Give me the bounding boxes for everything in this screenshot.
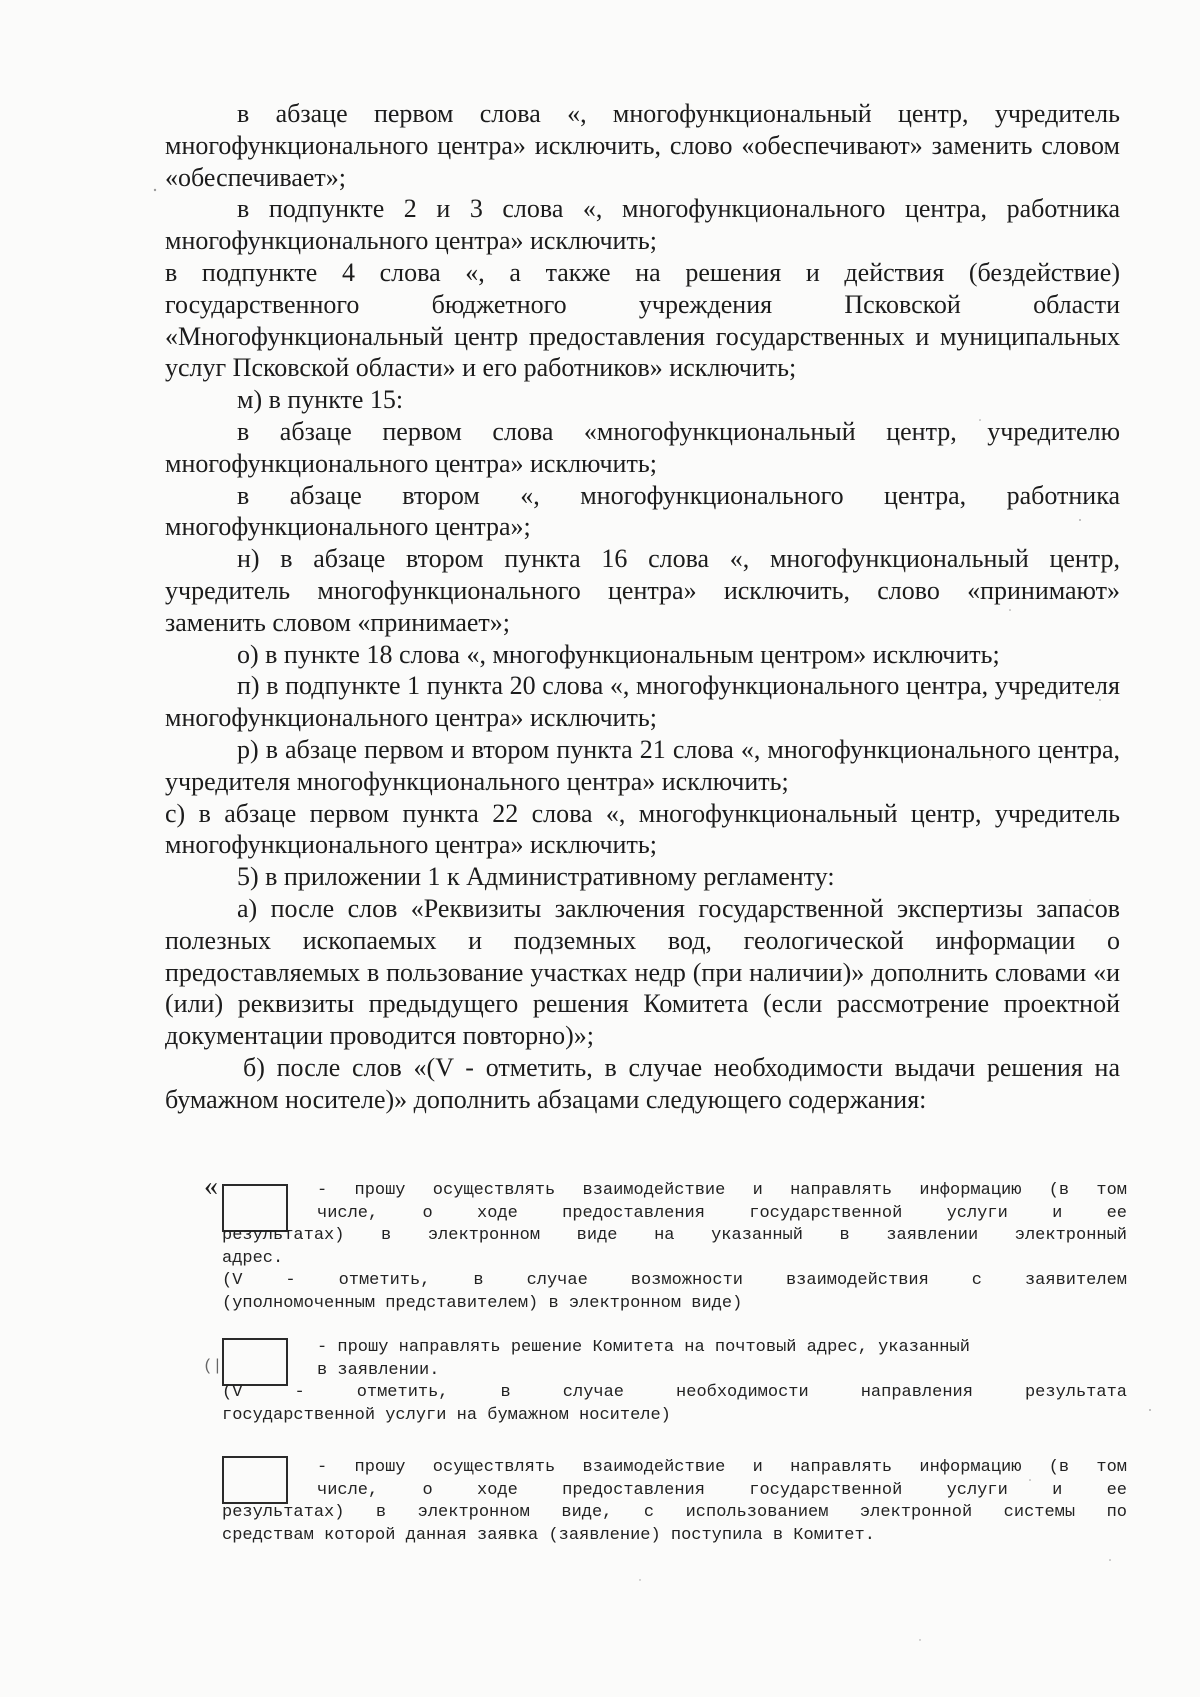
paragraph: в абзаце первом слова «, многофункциональный центр, учредитель многофункционального центра» исключить, слово «обеспечивают» заменить словом «обеспечивает»; [165,99,1120,192]
option-text: - прошу осуществлять взаимодействие и направлять информацию (в том [317,1181,1127,1200]
option-text: в заявлении. [317,1360,440,1380]
option-note: (уполномоченным представителем) в электронном виде) [222,1293,743,1313]
paragraph: а) после слов «Реквизиты заключения государственной экспертизы запасов полезных ископаемых и подземных вод, геологической информации о предоставляемых в пользование участках недр (при наличии)» дополнить словами «и (или) реквизиты предыдущего решения Комитета (если рассмотрение проектной документации проводится повторно)»; [165,893,1120,1051]
option-note: (V - отметить, в случае необходимости направления результата [222,1383,1127,1402]
option-postal-address [222,1337,1127,1427]
paragraph: в абзаце втором «, многофункционального центра, работника многофункционального центра»; [165,480,1120,542]
open-quote: « [204,1171,218,1202]
body-text [165,98,1120,1116]
paragraph: о) в пункте 18 слова «, многофункциональным центром» исключить; [237,639,1000,669]
paragraph: р) в абзаце первом и втором пункта 21 слова «, многофункционального центра, учредителя многофункционального центра» исключить; [165,734,1120,796]
paragraph: н) в абзаце втором пункта 16 слова «, многофункциональный центр, учредитель многофункционального центра» исключить, слово «принимают» заменить словом «принимает»; [165,544,1120,637]
paragraph: в подпункте 4 слова «, а также на решения и действия (бездействие) государственного бюджетного учреждения Псковской области «Многофункциональный центр предоставления государственных и муниципальных услуг Псковской области» и его работников» исключить; [165,257,1120,383]
option-text: - прошу осуществлять взаимодействие и направлять информацию (в том [317,1458,1127,1477]
handwritten-mark: (| [203,1357,223,1375]
paragraph: с) в абзаце первом пункта 22 слова «, многофункциональный центр, учредитель многофункционального центра» исключить; [165,798,1120,860]
paragraph: м) в пункте 15: [237,385,404,415]
paragraph: 5) в приложении 1 к Административному регламенту: [237,862,835,892]
option-text: числе, о ходе предоставления государственной услуги и ее [317,1203,1127,1223]
option-text: - прошу направлять решение Комитета на почтовый адрес, указанный [317,1338,970,1357]
option-note: (V - отметить, в случае возможности взаимодействия с заявителем [222,1271,1127,1290]
option-text: результатах) в электронном виде на указанный в заявлении электронный [222,1226,1127,1245]
paragraph: в подпункте 2 и 3 слова «, многофункционального центра, работника многофункционального центра» исключить; [165,194,1120,256]
paragraph: в абзаце первом слова «многофункциональный центр, учредителю многофункционального центра» исключить; [165,416,1120,478]
option-text: средствам которой данная заявка (заявление) поступила в Комитет. [222,1525,875,1545]
option-note: государственной услуги на бумажном носителе) [222,1405,671,1425]
option-text: числе, о ходе предоставления государственной услуги и ее [317,1480,1127,1500]
paragraph: б) после слов «(V - отметить, в случае необходимости выдачи решения на бумажном носителе)» дополнить абзацами следующего содержания: [165,1052,1120,1114]
option-text: результатах) в электронном виде, с использованием электронной системы по [222,1503,1127,1522]
option-electronic-system [222,1457,1127,1547]
option-text: адрес. [222,1248,284,1268]
paragraph: п) в подпункте 1 пункта 20 слова «, многофункционального центра, учредителя многофункционального центра» исключить; [165,671,1120,733]
option-electronic-address [222,1180,1127,1315]
